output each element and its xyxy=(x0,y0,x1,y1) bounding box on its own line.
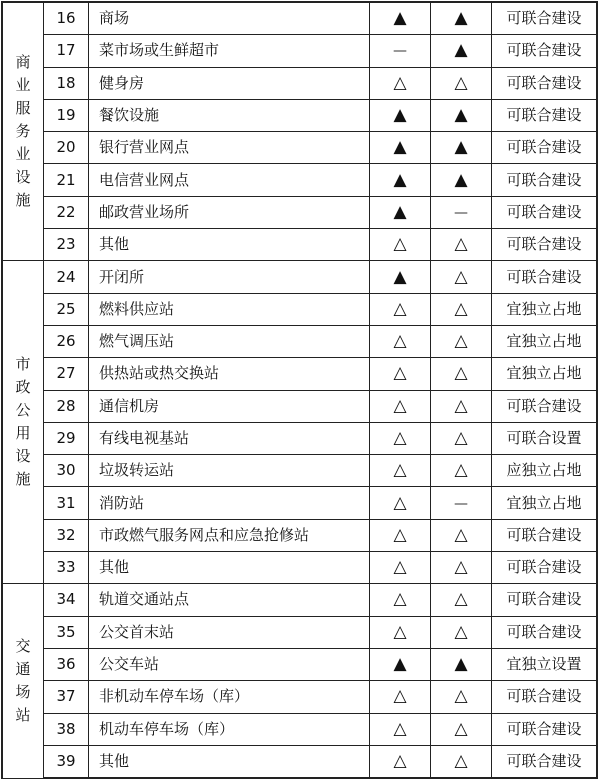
requirement-cell-1 xyxy=(370,422,431,454)
facility-name: 其他 xyxy=(89,229,370,261)
table-row xyxy=(2,648,597,680)
row-number: 20 xyxy=(44,132,89,164)
table-row xyxy=(2,196,597,228)
hollow-triangle-mark: △ xyxy=(454,750,468,771)
table-row xyxy=(2,552,597,584)
dash-mark: — xyxy=(454,495,468,512)
requirement-cell-1 xyxy=(370,745,431,778)
requirement-cell-1 xyxy=(370,358,431,390)
hollow-triangle-mark: △ xyxy=(393,718,407,739)
facility-name: 公交车站 xyxy=(89,648,370,680)
table-row xyxy=(2,616,597,648)
facility-name: 有线电视基站 xyxy=(89,422,370,454)
hollow-triangle-mark: △ xyxy=(454,234,468,255)
facility-name: 健身房 xyxy=(89,67,370,99)
construction-note: 可联合建设 xyxy=(492,229,598,261)
requirement-cell-1 xyxy=(370,2,431,35)
hollow-triangle-mark: △ xyxy=(393,395,407,416)
row-number: 23 xyxy=(44,229,89,261)
requirement-cell-1 xyxy=(370,455,431,487)
requirement-cell-2 xyxy=(431,196,492,228)
filled-triangle-mark: ▲ xyxy=(393,169,407,190)
requirement-cell-1 xyxy=(370,99,431,131)
requirement-cell-2 xyxy=(431,132,492,164)
row-number: 30 xyxy=(44,455,89,487)
requirement-cell-2 xyxy=(431,552,492,584)
facility-table-body xyxy=(2,2,597,778)
hollow-triangle-mark: △ xyxy=(454,460,468,481)
construction-note: 可联合建设 xyxy=(492,519,598,551)
construction-note: 宜独立占地 xyxy=(492,293,598,325)
construction-note: 宜独立占地 xyxy=(492,325,598,357)
category-cell xyxy=(2,584,44,778)
filled-triangle-mark: ▲ xyxy=(454,105,468,126)
construction-note: 可联合建设 xyxy=(492,99,598,131)
row-number: 22 xyxy=(44,196,89,228)
facility-name: 其他 xyxy=(89,745,370,778)
construction-note: 宜独立设置 xyxy=(492,648,598,680)
hollow-triangle-mark: △ xyxy=(454,621,468,642)
hollow-triangle-mark: △ xyxy=(393,589,407,610)
row-number: 33 xyxy=(44,552,89,584)
category-label: 市政公用设施 xyxy=(15,355,31,489)
requirement-cell-2 xyxy=(431,648,492,680)
dash-mark: — xyxy=(393,43,407,60)
row-number: 24 xyxy=(44,261,89,293)
hollow-triangle-mark: △ xyxy=(393,72,407,93)
requirement-cell-2 xyxy=(431,325,492,357)
requirement-cell-1 xyxy=(370,164,431,196)
category-cell xyxy=(2,2,44,261)
requirement-cell-1 xyxy=(370,616,431,648)
facility-name: 供热站或热交换站 xyxy=(89,358,370,390)
hollow-triangle-mark: △ xyxy=(393,234,407,255)
construction-note: 可联合建设 xyxy=(492,196,598,228)
row-number: 32 xyxy=(44,519,89,551)
filled-triangle-mark: ▲ xyxy=(393,105,407,126)
filled-triangle-mark: ▲ xyxy=(454,137,468,158)
construction-note: 可联合建设 xyxy=(492,616,598,648)
requirement-cell-2 xyxy=(431,67,492,99)
table-row xyxy=(2,293,597,325)
requirement-cell-1 xyxy=(370,487,431,519)
table-row xyxy=(2,713,597,745)
filled-triangle-mark: ▲ xyxy=(454,169,468,190)
construction-note: 可联合建设 xyxy=(492,745,598,778)
row-number: 35 xyxy=(44,616,89,648)
requirement-cell-1 xyxy=(370,67,431,99)
table-row xyxy=(2,745,597,778)
category-cell xyxy=(2,261,44,584)
table-row xyxy=(2,519,597,551)
row-number: 26 xyxy=(44,325,89,357)
facility-name: 燃料供应站 xyxy=(89,293,370,325)
requirement-cell-1 xyxy=(370,648,431,680)
construction-note: 可联合设置 xyxy=(492,422,598,454)
requirement-cell-1 xyxy=(370,229,431,261)
filled-triangle-mark: ▲ xyxy=(454,8,468,29)
hollow-triangle-mark: △ xyxy=(454,718,468,739)
hollow-triangle-mark: △ xyxy=(393,492,407,513)
filled-triangle-mark: ▲ xyxy=(454,654,468,675)
facility-table xyxy=(1,1,598,779)
requirement-cell-2 xyxy=(431,261,492,293)
facility-name: 通信机房 xyxy=(89,390,370,422)
construction-note: 可联合建设 xyxy=(492,2,598,35)
hollow-triangle-mark: △ xyxy=(393,298,407,319)
dash-mark: — xyxy=(454,204,468,221)
hollow-triangle-mark: △ xyxy=(393,363,407,384)
requirement-cell-2 xyxy=(431,422,492,454)
construction-note: 可联合建设 xyxy=(492,132,598,164)
hollow-triangle-mark: △ xyxy=(454,686,468,707)
requirement-cell-2 xyxy=(431,358,492,390)
facility-name: 市政燃气服务网点和应急抢修站 xyxy=(89,519,370,551)
requirement-cell-1 xyxy=(370,261,431,293)
requirement-cell-2 xyxy=(431,616,492,648)
row-number: 16 xyxy=(44,2,89,35)
row-number: 21 xyxy=(44,164,89,196)
row-number: 27 xyxy=(44,358,89,390)
hollow-triangle-mark: △ xyxy=(393,686,407,707)
construction-note: 可联合建设 xyxy=(492,713,598,745)
filled-triangle-mark: ▲ xyxy=(454,40,468,61)
hollow-triangle-mark: △ xyxy=(393,750,407,771)
hollow-triangle-mark: △ xyxy=(393,428,407,448)
construction-note: 宜独立占地 xyxy=(492,487,598,519)
filled-triangle-mark: ▲ xyxy=(393,201,407,222)
filled-triangle-mark: ▲ xyxy=(393,266,407,287)
facility-name: 公交首末站 xyxy=(89,616,370,648)
facility-name: 垃圾转运站 xyxy=(89,455,370,487)
construction-note: 应独立占地 xyxy=(492,455,598,487)
row-number: 36 xyxy=(44,648,89,680)
facility-name: 消防站 xyxy=(89,487,370,519)
requirement-cell-2 xyxy=(431,584,492,616)
facility-name: 商场 xyxy=(89,2,370,35)
hollow-triangle-mark: △ xyxy=(454,428,468,448)
construction-note: 可联合建设 xyxy=(492,164,598,196)
requirement-cell-1 xyxy=(370,681,431,713)
requirement-cell-1 xyxy=(370,325,431,357)
filled-triangle-mark: ▲ xyxy=(393,8,407,29)
requirement-cell-1 xyxy=(370,132,431,164)
hollow-triangle-mark: △ xyxy=(393,460,407,481)
hollow-triangle-mark: △ xyxy=(454,395,468,416)
requirement-cell-1 xyxy=(370,584,431,616)
construction-note: 可联合建设 xyxy=(492,35,598,67)
row-number: 19 xyxy=(44,99,89,131)
requirement-cell-2 xyxy=(431,229,492,261)
category-label: 商业服务业设施 xyxy=(15,53,31,210)
facility-name: 非机动车停车场（库） xyxy=(89,681,370,713)
construction-note: 可联合建设 xyxy=(492,552,598,584)
facility-name: 银行营业网点 xyxy=(89,132,370,164)
facility-name: 轨道交通站点 xyxy=(89,584,370,616)
table-row xyxy=(2,487,597,519)
hollow-triangle-mark: △ xyxy=(454,363,468,384)
requirement-cell-2 xyxy=(431,455,492,487)
facility-name: 燃气调压站 xyxy=(89,325,370,357)
construction-note: 可联合建设 xyxy=(492,584,598,616)
construction-note: 宜独立占地 xyxy=(492,358,598,390)
table-row xyxy=(2,229,597,261)
requirement-cell-2 xyxy=(431,681,492,713)
construction-note: 可联合建设 xyxy=(492,261,598,293)
row-number: 38 xyxy=(44,713,89,745)
row-number: 18 xyxy=(44,67,89,99)
requirement-cell-2 xyxy=(431,745,492,778)
table-row xyxy=(2,390,597,422)
hollow-triangle-mark: △ xyxy=(454,557,468,578)
requirement-cell-1 xyxy=(370,552,431,584)
table-row xyxy=(2,584,597,616)
hollow-triangle-mark: △ xyxy=(454,72,468,93)
facility-name: 邮政营业场所 xyxy=(89,196,370,228)
table-row xyxy=(2,455,597,487)
table-row xyxy=(2,132,597,164)
hollow-triangle-mark: △ xyxy=(393,331,407,352)
hollow-triangle-mark: △ xyxy=(393,621,407,642)
hollow-triangle-mark: △ xyxy=(454,524,468,545)
facility-name: 机动车停车场（库） xyxy=(89,713,370,745)
requirement-cell-2 xyxy=(431,99,492,131)
table-row xyxy=(2,681,597,713)
table-row xyxy=(2,35,597,67)
requirement-cell-2 xyxy=(431,713,492,745)
category-label: 交通场站 xyxy=(15,636,31,724)
table-row xyxy=(2,164,597,196)
requirement-cell-1 xyxy=(370,35,431,67)
filled-triangle-mark: ▲ xyxy=(393,137,407,158)
requirement-cell-1 xyxy=(370,293,431,325)
hollow-triangle-mark: △ xyxy=(454,589,468,610)
facility-name: 菜市场或生鲜超市 xyxy=(89,35,370,67)
construction-note: 可联合建设 xyxy=(492,681,598,713)
table-row xyxy=(2,2,597,35)
requirement-cell-2 xyxy=(431,35,492,67)
requirement-cell-2 xyxy=(431,2,492,35)
requirement-cell-2 xyxy=(431,519,492,551)
facility-name: 开闭所 xyxy=(89,261,370,293)
hollow-triangle-mark: △ xyxy=(454,331,468,352)
row-number: 39 xyxy=(44,745,89,778)
row-number: 17 xyxy=(44,35,89,67)
requirement-cell-1 xyxy=(370,519,431,551)
requirement-cell-1 xyxy=(370,713,431,745)
facility-name: 餐饮设施 xyxy=(89,99,370,131)
row-number: 31 xyxy=(44,487,89,519)
table-row xyxy=(2,99,597,131)
requirement-cell-1 xyxy=(370,196,431,228)
row-number: 29 xyxy=(44,422,89,454)
requirement-cell-1 xyxy=(370,390,431,422)
table-row xyxy=(2,67,597,99)
row-number: 37 xyxy=(44,681,89,713)
facility-name: 电信营业网点 xyxy=(89,164,370,196)
table-row xyxy=(2,325,597,357)
filled-triangle-mark: ▲ xyxy=(393,654,407,675)
hollow-triangle-mark: △ xyxy=(454,298,468,319)
hollow-triangle-mark: △ xyxy=(393,524,407,545)
row-number: 28 xyxy=(44,390,89,422)
hollow-triangle-mark: △ xyxy=(454,266,468,287)
requirement-cell-2 xyxy=(431,293,492,325)
requirement-cell-2 xyxy=(431,164,492,196)
requirement-cell-2 xyxy=(431,487,492,519)
construction-note: 可联合建设 xyxy=(492,390,598,422)
requirement-cell-2 xyxy=(431,390,492,422)
facility-name: 其他 xyxy=(89,552,370,584)
hollow-triangle-mark: △ xyxy=(393,557,407,578)
table-row xyxy=(2,358,597,390)
row-number: 34 xyxy=(44,584,89,616)
construction-note: 可联合建设 xyxy=(492,67,598,99)
table-row xyxy=(2,261,597,293)
table-row xyxy=(2,422,597,454)
row-number: 25 xyxy=(44,293,89,325)
